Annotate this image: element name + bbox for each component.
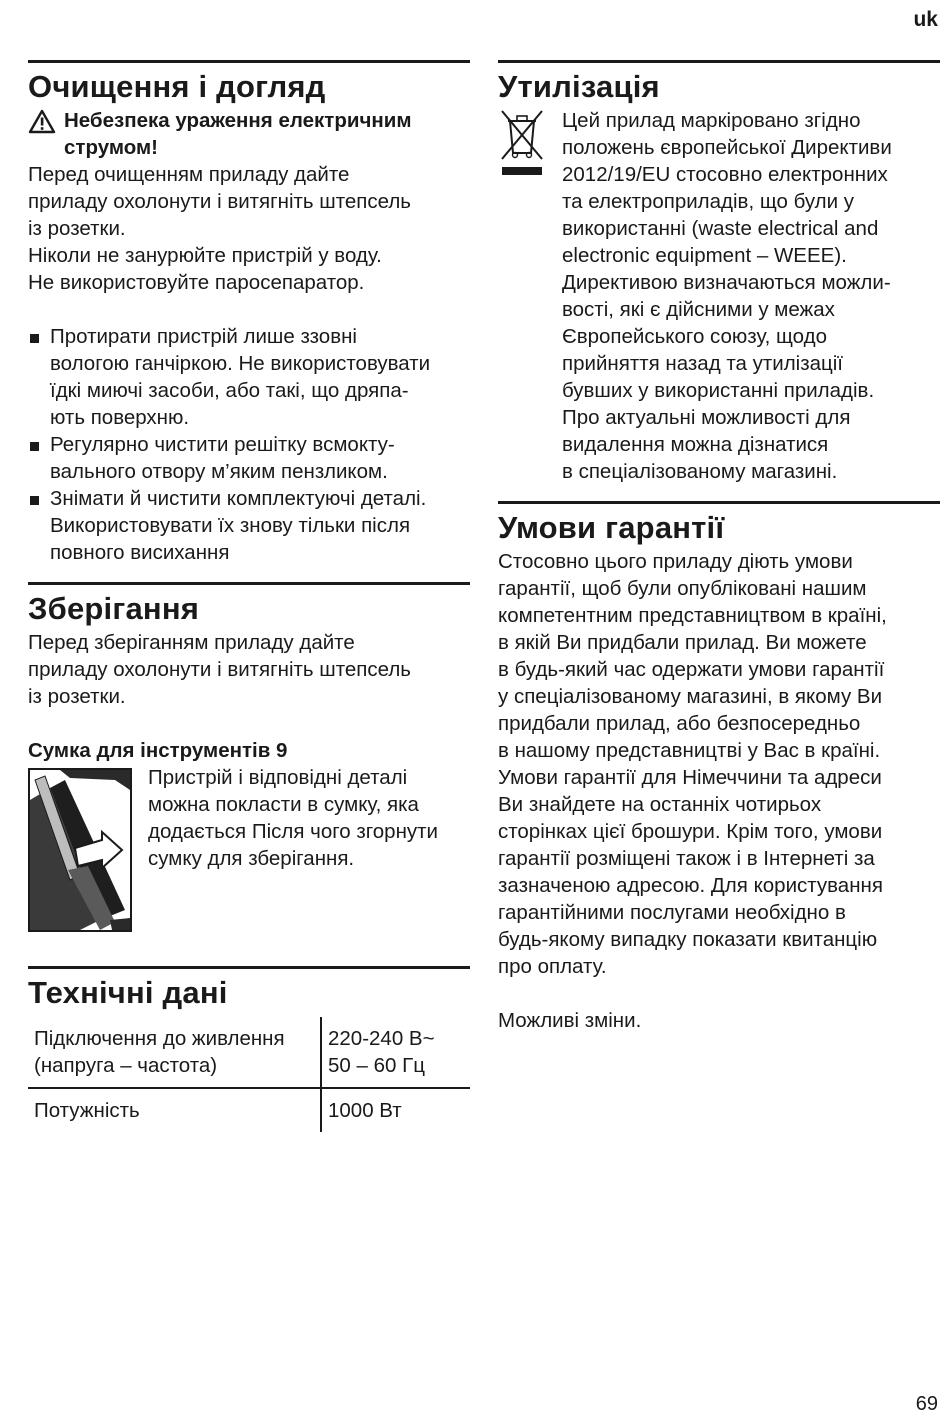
right-column [498, 60, 940, 1034]
warranty-title: Умови гарантії [498, 510, 725, 545]
text-line: Регулярно чистити решітку всмокту- [50, 433, 395, 456]
bag-illustration [28, 768, 132, 932]
text-line: в якій Ви придбали прилад. Ви можете [498, 631, 867, 654]
text-line: electronic equipment – WEEE). [562, 244, 847, 267]
tech-table [28, 1017, 470, 1132]
text-line: Потужність [34, 1099, 140, 1122]
text-line: (напруга – частота) [34, 1054, 218, 1077]
text-line: бувших у використанні приладів. [562, 379, 875, 402]
text-line: Підключення до живлення [34, 1027, 285, 1050]
text-line: ють поверхню. [50, 406, 190, 429]
spec-key-cell [28, 1017, 321, 1088]
table-row [28, 1017, 470, 1088]
text-line: в нашому представництві у Вас в країні. [498, 739, 881, 762]
text-line: Умови гарантії для Німеччини та адреси [498, 766, 882, 789]
text-line: у спеціалізованому магазині, в якому Ви [498, 685, 883, 708]
text-line: сумку для зберігання. [148, 847, 355, 870]
text-line: положень європейської Директиви [562, 136, 892, 159]
storage-section [28, 582, 470, 932]
text-line: в спеціалізованому магазині. [562, 460, 838, 483]
tech-title: Технічні дані [28, 975, 228, 1010]
text-line: Використовувати їх знову тільки після [50, 514, 411, 537]
text-line: використанні (waste electrical and [562, 217, 879, 240]
text-line: Ніколи не занурюйте пристрій у воду. [28, 244, 382, 267]
text-line: Директивою визначаються можли- [562, 271, 891, 294]
text-line: приладу охолонути і витягніть штепсель [28, 658, 411, 681]
text-line: придбали прилад, або безпосередньо [498, 712, 861, 735]
text-line: будь-якому випадку показати квитанцію [498, 928, 878, 951]
bullet-square-icon [30, 442, 39, 451]
text-line: Знімати й чистити комплектуючі деталі. [50, 487, 427, 510]
cleaning-section [28, 60, 470, 566]
text-line: 50 – 60 Гц [328, 1054, 425, 1077]
disposal-block [498, 107, 940, 485]
bullet-item [28, 431, 470, 485]
storage-text [28, 629, 470, 710]
warning-triangle-icon [28, 107, 64, 161]
page-number: 69 [915, 1393, 938, 1415]
text-line: Ви знайдете на останніх чотирьох [498, 793, 822, 816]
warranty-section [498, 501, 940, 1034]
text-line: гарантії, щоб були опубліковані нашим [498, 577, 867, 600]
warning-line-2: струмом! [64, 136, 158, 159]
left-column [28, 60, 470, 1132]
bullet-square-icon [30, 496, 39, 505]
text-line: Перед зберіганням приладу дайте [28, 631, 355, 654]
text-line: Протирати пристрій лише ззовні [50, 325, 357, 348]
text-line: із розетки. [28, 217, 126, 240]
language-code: uk [913, 8, 938, 31]
text-line: вологою ганчіркою. Не використовувати [50, 352, 431, 375]
text-line: сторінках цієї брошури. Крім того, умови [498, 820, 883, 843]
bag-block [28, 764, 470, 932]
text-line: вості, які є дійсними у межах [562, 298, 835, 321]
text-line: зазначеною адресою. Для користування [498, 874, 883, 897]
bullet-item [28, 323, 470, 431]
text-line: прийняття назад та утилізації [562, 352, 844, 375]
text-line: із розетки. [28, 685, 126, 708]
crossed-out-bin-icon [498, 107, 546, 485]
changes-note: Можливі зміни. [498, 1009, 642, 1032]
bullet-item [28, 485, 470, 566]
bag-text [148, 764, 438, 932]
text-line: 1000 Вт [328, 1099, 402, 1122]
text-line: приладу охолонути і витягніть штепсель [28, 190, 411, 213]
bag-subheading: Сумка для інструментів 9 [28, 739, 288, 762]
text-line: в будь-який час одержати умови гарантії [498, 658, 885, 681]
text-line: Перед очищенням приладу дайте [28, 163, 350, 186]
spec-value-cell [321, 1088, 470, 1132]
text-line: їдкі миючі засоби, або такі, що дряпа- [50, 379, 409, 402]
text-line: 2012/19/EU стосовно електронних [562, 163, 888, 186]
warning-line-1: Небезпека ураження електричним [64, 109, 412, 132]
text-line: можна покласти в сумку, яка [148, 793, 419, 816]
text-line: Не використовуйте паросепаратор. [28, 271, 365, 294]
text-line: Європейського союзу, щодо [562, 325, 827, 348]
table-row [28, 1088, 470, 1132]
text-line: та електроприладів, що були у [562, 190, 855, 213]
text-line: Стосовно цього приладу діють умови [498, 550, 853, 573]
text-line: видалення можна дізнатися [562, 433, 829, 456]
disposal-text [562, 107, 892, 485]
bullet-square-icon [30, 334, 39, 343]
electric-shock-warning [28, 107, 470, 161]
text-line: додається Після чого згорнути [148, 820, 438, 843]
cleaning-bullet-list [28, 323, 470, 566]
tech-section [28, 966, 470, 1132]
text-line: про оплату. [498, 955, 607, 978]
disposal-title: Утилізація [498, 69, 660, 104]
text-line: Пристрій і відповідні деталі [148, 766, 408, 789]
storage-title: Зберігання [28, 591, 200, 626]
disposal-section [498, 60, 940, 485]
warranty-text [498, 548, 940, 980]
spec-value-cell [321, 1017, 470, 1088]
cleaning-title: Очищення і догляд [28, 69, 326, 104]
text-line: гарантійними послугами необхідно в [498, 901, 846, 924]
text-line: Про актуальні можливості для [562, 406, 851, 429]
spec-key-cell [28, 1088, 321, 1132]
text-line: гарантії розміщені також і в Інтернеті за [498, 847, 875, 870]
text-line: Цей прилад маркіровано згідно [562, 109, 861, 132]
text-line: 220-240 В~ [328, 1027, 435, 1050]
text-line: вального отвору м’яким пензликом. [50, 460, 388, 483]
cleaning-text [28, 161, 470, 296]
text-line: повного висихання [50, 541, 230, 564]
text-line: компетентним представництвом в країні, [498, 604, 887, 627]
